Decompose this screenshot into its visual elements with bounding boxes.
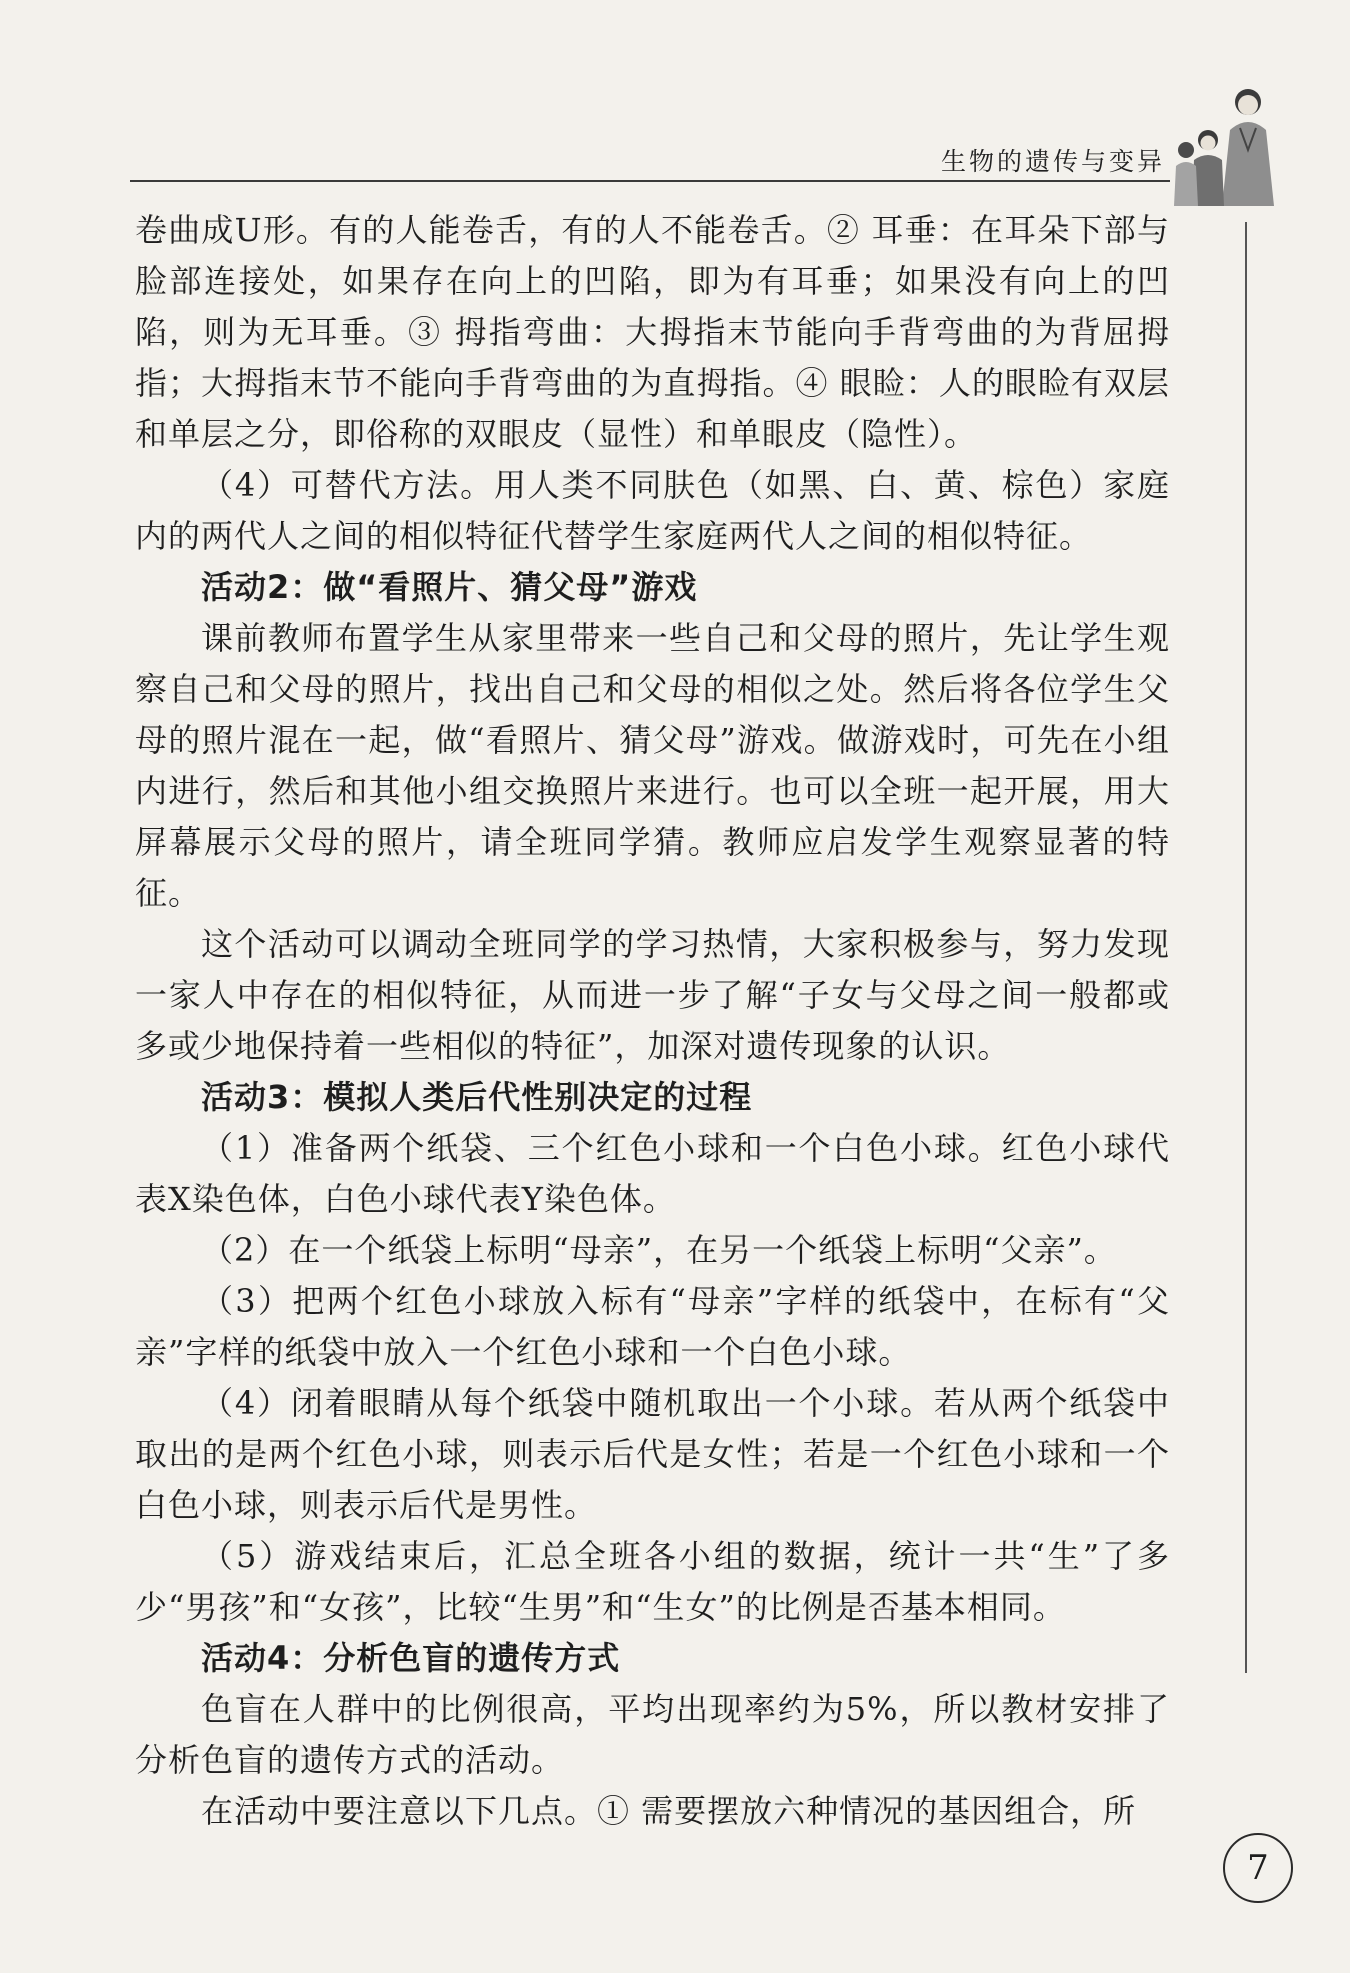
- mother-child-illustration: [1170, 80, 1290, 210]
- page-header: [0, 0, 1350, 200]
- paragraph: （3）把两个红色小球放入标有“母亲”字样的纸袋中，在标有“父亲”字样的纸袋中放入一个红色小球和一个白色小球。: [135, 1282, 1170, 1371]
- page-number: 7: [1223, 1833, 1293, 1903]
- running-header-title: 生物的遗传与变异: [940, 147, 1165, 176]
- header-divider: [130, 180, 1170, 182]
- paragraph: 课前教师布置学生从家里带来一些自己和父母的照片，先让学生观察自己和父母的照片，找出自己和父母的相似之处。然后将各位学生父母的照片混在一起，做“看照片、猜父母”游戏。做游戏时，可先在小组内进行，然后和其他小组交换照片来进行。也可以全班一起开展，用大屏幕展示父母的照片，请全班同学猜。教师应启发学生观察显著的特征。: [135, 619, 1170, 912]
- activity-heading: 活动3：模拟人类后代性别决定的过程: [201, 1078, 753, 1116]
- paragraph: 色盲在人群中的比例很高，平均出现率约为5%，所以教材安排了分析色盲的遗传方式的活动。: [135, 1690, 1170, 1779]
- body-text: [135, 205, 1170, 1837]
- paragraph: 这个活动可以调动全班同学的学习热情，大家积极参与，努力发现一家人中存在的相似特征，从而进一步了解“子女与父母之间一般都或多或少地保持着一些相似的特征”，加深对遗传现象的认识。: [135, 925, 1170, 1065]
- paragraph: （1）准备两个纸袋、三个红色小球和一个白色小球。红色小球代表X染色体，白色小球代表Y染色体。: [135, 1129, 1170, 1218]
- activity-heading: 活动2：做“看照片、猜父母”游戏: [201, 568, 698, 606]
- paragraph: （2）在一个纸袋上标明“母亲”，在另一个纸袋上标明“父亲”。: [201, 1231, 1117, 1269]
- paragraph: 在活动中要注意以下几点。① 需要摆放六种情况的基因组合，所: [201, 1792, 1137, 1830]
- activity-heading: 活动4：分析色盲的遗传方式: [201, 1639, 621, 1677]
- paragraph: （4）闭着眼睛从每个纸袋中随机取出一个小球。若从两个纸袋中取出的是两个红色小球，则表示后代是女性；若是一个红色小球和一个白色小球，则表示后代是男性。: [135, 1384, 1170, 1524]
- margin-rule: [1245, 222, 1247, 1673]
- paragraph: 卷曲成U形。有的人能卷舌，有的人不能卷舌。② 耳垂：在耳朵下部与脸部连接处，如果存在向上的凹陷，即为有耳垂；如果没有向上的凹陷，则为无耳垂。③ 拇指弯曲：大拇指末节能向手背弯曲的为背屈拇指；大拇指末节不能向手背弯曲的为直拇指。④ 眼睑：人的眼睑有双层和单层之分，即俗称的双眼皮（显性）和单眼皮（隐性）。: [135, 211, 1170, 453]
- paragraph: （5）游戏结束后，汇总全班各小组的数据，统计一共“生”了多少“男孩”和“女孩”，比较“生男”和“生女”的比例是否基本相同。: [135, 1537, 1170, 1626]
- paragraph: （4）可替代方法。用人类不同肤色（如黑、白、黄、棕色）家庭内的两代人之间的相似特征代替学生家庭两代人之间的相似特征。: [135, 466, 1170, 555]
